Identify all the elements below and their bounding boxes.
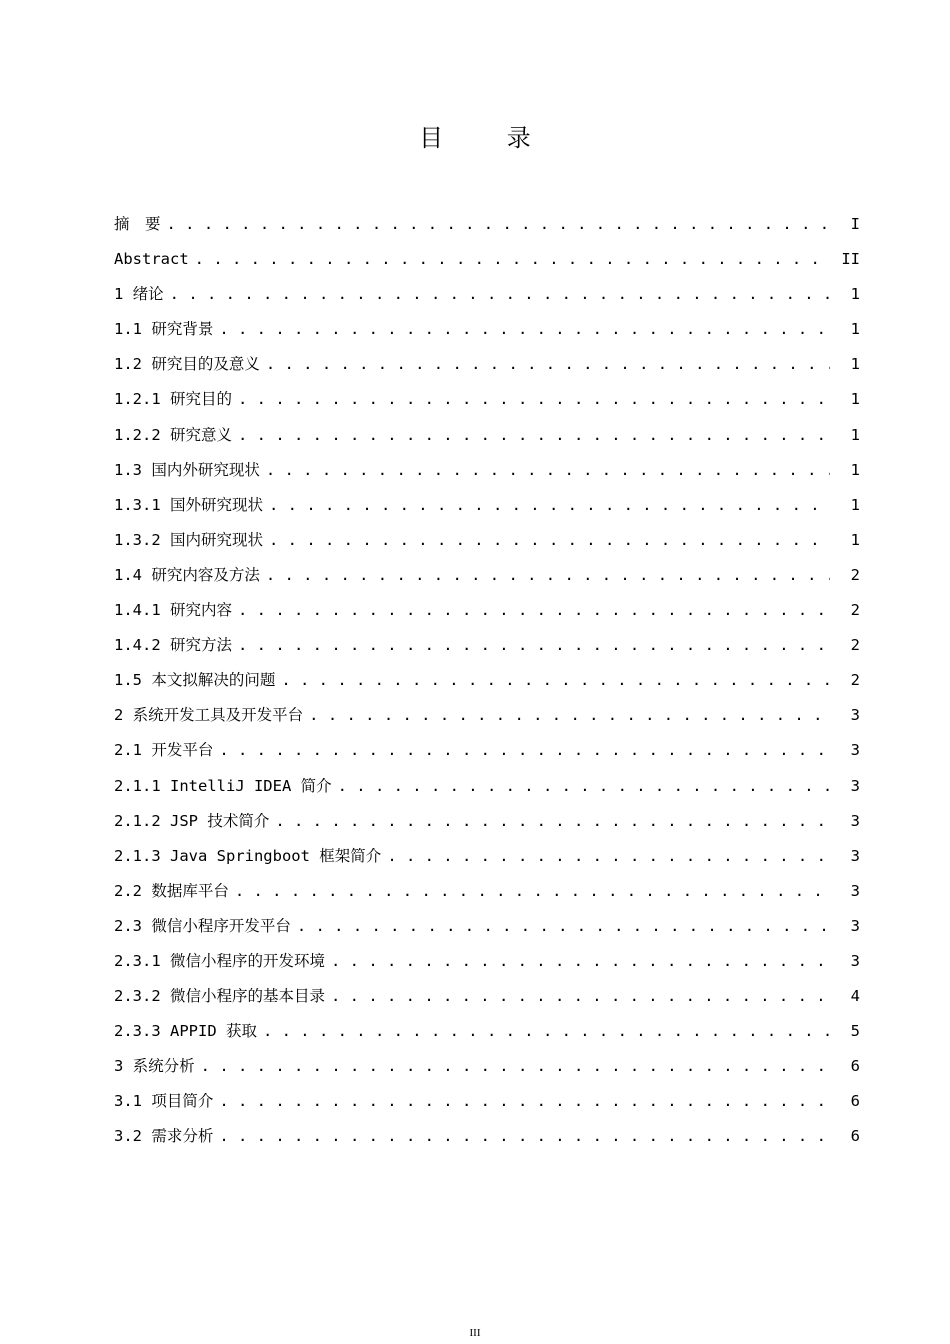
toc-entry-label: 1.2.1 研究目的 — [114, 390, 232, 409]
toc-entry-page: 2 — [850, 671, 860, 690]
toc-entry-page: 1 — [850, 530, 860, 549]
toc-dot-leader — [238, 418, 830, 453]
toc-entry-page: 3 — [850, 741, 860, 760]
toc-dot-leader — [331, 944, 830, 979]
toc-entry-label: 1.4.2 研究方法 — [114, 636, 232, 655]
toc-entry-label: 1.3.1 国外研究现状 — [114, 495, 263, 514]
toc-entry-label: 2.1.1 IntelliJ IDEA 简介 — [114, 776, 332, 795]
toc-dot-leader — [238, 628, 830, 663]
toc-entry[interactable] — [114, 1119, 860, 1154]
toc-dot-leader — [263, 1014, 830, 1049]
toc-dot-leader — [297, 909, 830, 944]
toc-entry-label: 1 绪论 — [114, 285, 164, 304]
toc-entry-page: 2 — [850, 636, 860, 655]
toc-entry-label: 3.1 项目简介 — [114, 1092, 214, 1111]
toc-entry[interactable] — [114, 979, 860, 1014]
toc-dot-leader — [269, 523, 830, 558]
toc-entry-label: 2.3 微信小程序开发平台 — [114, 916, 291, 935]
toc-entry-label: 3 系统分析 — [114, 1057, 195, 1076]
page-number: III — [469, 1327, 481, 1339]
page-title: 目 录 — [419, 124, 559, 152]
toc-entry-label: 1.4.1 研究内容 — [114, 601, 232, 620]
toc-entry-label: 1.3 国内外研究现状 — [114, 460, 260, 479]
toc-dot-leader — [266, 558, 830, 593]
toc-entry[interactable] — [114, 277, 860, 312]
toc-dot-leader — [238, 593, 830, 628]
toc-dot-leader — [219, 1084, 830, 1119]
toc-entry[interactable] — [114, 628, 860, 663]
toc-entry-page: 1 — [850, 320, 860, 339]
toc-entry-label: 2.2 数据库平台 — [114, 881, 229, 900]
toc-entry-page: 3 — [850, 776, 860, 795]
toc-dot-leader — [281, 663, 830, 698]
toc-entry[interactable] — [114, 874, 860, 909]
toc-entry[interactable] — [114, 523, 860, 558]
toc-entry[interactable] — [114, 242, 860, 277]
toc-entry-label: 1.5 本文拟解决的问题 — [114, 671, 276, 690]
toc-entry-page: 3 — [850, 706, 860, 725]
toc-entry-page: II — [841, 250, 860, 269]
toc-entry[interactable] — [114, 733, 860, 768]
toc-entry-page: 1 — [850, 425, 860, 444]
toc-dot-leader — [266, 347, 830, 382]
toc-entry-page: 1 — [850, 355, 860, 374]
toc-entry-label: 1.3.2 国内研究现状 — [114, 530, 263, 549]
toc-entry-label: 2 系统开发工具及开发平台 — [114, 706, 304, 725]
toc-entry[interactable] — [114, 488, 860, 523]
toc-dot-leader — [266, 453, 830, 488]
toc-dot-leader — [275, 804, 830, 839]
toc-entry-label: 2.1.2 JSP 技术简介 — [114, 811, 270, 830]
toc-entry-label: 2.1 开发平台 — [114, 741, 214, 760]
toc-entry[interactable] — [114, 593, 860, 628]
toc-dot-leader — [219, 1119, 830, 1154]
toc-dot-leader — [167, 207, 830, 242]
toc-dot-leader — [195, 242, 830, 277]
toc-dot-leader — [269, 488, 830, 523]
toc-entry-label: 1.1 研究背景 — [114, 320, 214, 339]
toc-entry-label: 2.1.3 Java Springboot 框架简介 — [114, 846, 382, 865]
toc-entry-page: 1 — [850, 285, 860, 304]
toc-entry-page: 3 — [850, 951, 860, 970]
toc-entry[interactable] — [114, 418, 860, 453]
toc-entry[interactable] — [114, 909, 860, 944]
toc-entry-page: 5 — [850, 1022, 860, 1041]
toc-entry-label: 2.3.2 微信小程序的基本目录 — [114, 987, 325, 1006]
toc-dot-leader — [201, 1049, 830, 1084]
toc-entry[interactable] — [114, 804, 860, 839]
toc-entry[interactable] — [114, 1049, 860, 1084]
toc-entry-page: 1 — [850, 495, 860, 514]
toc-entry[interactable] — [114, 839, 860, 874]
toc-entry[interactable] — [114, 663, 860, 698]
toc-entry-label: 1.2.2 研究意义 — [114, 425, 232, 444]
toc-entry-page: 4 — [850, 987, 860, 1006]
toc-dot-leader — [309, 698, 830, 733]
toc-dot-leader — [238, 382, 830, 417]
toc-entry[interactable] — [114, 207, 860, 242]
toc-entry-page: 1 — [850, 390, 860, 409]
toc-entry-label: 2.3.1 微信小程序的开发环境 — [114, 951, 325, 970]
toc-entry[interactable] — [114, 944, 860, 979]
toc-entry-label: 1.2 研究目的及意义 — [114, 355, 260, 374]
toc-dot-leader — [219, 312, 830, 347]
toc-dot-leader — [338, 769, 830, 804]
toc-entry[interactable] — [114, 1014, 860, 1049]
toc-entry-label: Abstract — [114, 250, 189, 269]
toc-entry[interactable] — [114, 453, 860, 488]
toc-entry-page: 6 — [850, 1127, 860, 1146]
toc-entry[interactable] — [114, 382, 860, 417]
toc-entry-page: 3 — [850, 916, 860, 935]
toc-entry[interactable] — [114, 312, 860, 347]
table-of-contents — [114, 207, 860, 1155]
toc-entry-page: 3 — [850, 811, 860, 830]
toc-entry[interactable] — [114, 558, 860, 593]
toc-dot-leader — [387, 839, 830, 874]
toc-entry[interactable] — [114, 769, 860, 804]
toc-entry[interactable] — [114, 1084, 860, 1119]
toc-entry-label: 1.4 研究内容及方法 — [114, 565, 260, 584]
toc-entry-page: 6 — [850, 1092, 860, 1111]
toc-entry-page: 1 — [850, 460, 860, 479]
toc-entry-page: 3 — [850, 881, 860, 900]
toc-entry-page: 2 — [850, 601, 860, 620]
toc-entry-label: 摘 要 — [114, 215, 161, 233]
toc-entry-page: I — [850, 215, 860, 233]
toc-entry[interactable] — [114, 347, 860, 382]
toc-dot-leader — [331, 979, 830, 1014]
toc-entry[interactable] — [114, 698, 860, 733]
toc-entry-label: 2.3.3 APPID 获取 — [114, 1022, 257, 1041]
toc-entry-page: 3 — [850, 846, 860, 865]
toc-entry-page: 2 — [850, 565, 860, 584]
toc-dot-leader — [219, 733, 830, 768]
toc-entry-label: 3.2 需求分析 — [114, 1127, 214, 1146]
toc-dot-leader — [170, 277, 830, 312]
toc-dot-leader — [235, 874, 830, 909]
toc-entry-page: 6 — [850, 1057, 860, 1076]
